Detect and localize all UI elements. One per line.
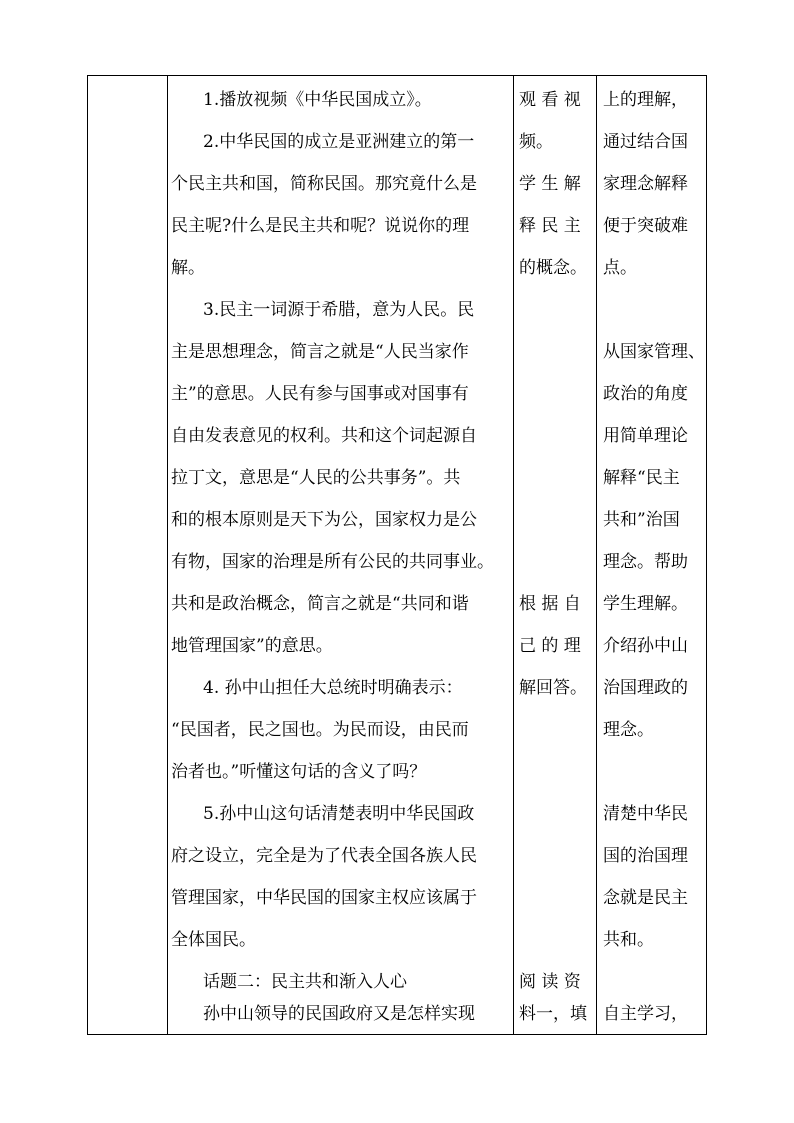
activity-line-23: 孙中山领导的民国政府又是怎样实现 [203, 1004, 475, 1024]
activity-line-3: 个民主共和国，简称民国。那究竟什么是 [171, 174, 477, 194]
intent-line-7: 政治的角度 [603, 384, 688, 404]
lesson-plan-table [87, 75, 707, 1035]
activity-line-6: 3.民主一词源于希腊，意为人民。民 [203, 300, 475, 320]
intent-line-9: 解释“民主 [603, 468, 680, 488]
intent-line-2: 通过结合国 [603, 132, 688, 152]
student-line-10: 料一，填 [519, 1004, 587, 1024]
activity-line-8: 主”的意思。人民有参与国事或对国事有 [171, 384, 469, 404]
intent-line-14: 治国理政的 [603, 678, 688, 698]
intent-line-6: 从国家管理、 [603, 342, 705, 362]
activity-line-18: 5.孙中山这句话清楚表明中华民国政 [203, 804, 475, 824]
student-line-4: 释 民 主 [519, 216, 581, 236]
activity-line-10: 拉丁文，意思是“人民的公共事务”。共 [171, 468, 461, 488]
intent-line-1: 上的理解， [603, 90, 688, 110]
activity-line-19: 府之设立，完全是为了代表全国各族人民 [171, 846, 477, 866]
activity-line-20: 管理国家，中华民国的国家主权应该属于 [171, 888, 477, 908]
student-line-7: 己 的 理 [519, 636, 581, 656]
design-intent-column [597, 76, 708, 1034]
student-activity-column [514, 76, 596, 1034]
student-line-9: 阅 读 资 [519, 972, 581, 992]
intent-line-15: 理念。 [603, 720, 654, 740]
intent-line-10: 共和”治国 [603, 510, 680, 530]
student-line-6: 根 据 自 [519, 594, 581, 614]
student-line-1: 观 看 视 [519, 90, 581, 110]
activity-line-21: 全体国民。 [171, 930, 256, 950]
student-line-2: 频。 [519, 132, 553, 152]
student-line-8: 解回答。 [519, 678, 587, 698]
intent-line-18: 念就是民主 [603, 888, 688, 908]
intent-line-4: 便于突破难 [603, 216, 688, 236]
student-line-3: 学 生 解 [519, 174, 581, 194]
activity-line-2: 2.中华民国的成立是亚洲建立的第一 [203, 132, 475, 152]
intent-line-13: 介绍孙中山 [603, 636, 688, 656]
intent-line-3: 家理念解释 [603, 174, 688, 194]
activity-line-4: 民主呢?什么是民主共和呢？说说你的理 [171, 216, 470, 236]
intent-line-8: 用简单理论 [603, 426, 688, 446]
activity-line-17: 治者也。”听懂这句话的含义了吗？ [171, 762, 427, 782]
teacher-activity-column [168, 76, 513, 1034]
activity-line-9: 自由发表意见的权利。共和这个词起源自 [171, 426, 477, 446]
activity-line-12: 有物，国家的治理是所有公民的共同事业。 [171, 552, 494, 572]
intent-line-20: 自主学习， [603, 1004, 688, 1024]
intent-line-11: 理念。帮助 [603, 552, 688, 572]
activity-line-13: 共和是政治概念，简言之就是“共同和谐 [171, 594, 469, 614]
activity-line-7: 主是思想理念，简言之就是“人民当家作 [171, 342, 469, 362]
activity-line-1: 1.播放视频《中华民国成立》。 [203, 90, 432, 110]
intent-line-12: 学生理解。 [603, 594, 688, 614]
activity-line-14: 地管理国家”的意思。 [171, 636, 333, 656]
activity-line-15: 4. 孙中山担任大总统时明确表示： [203, 678, 463, 698]
activity-line-5: 解。 [171, 258, 205, 278]
activity-line-11: 和的根本原则是天下为公，国家权力是公 [171, 510, 477, 530]
activity-line-22: 话题二：民主共和渐入人心 [203, 972, 407, 992]
left-empty-column [88, 76, 167, 1034]
activity-line-16: “民国者，民之国也。为民而设，由民而 [171, 720, 469, 740]
intent-line-19: 共和。 [603, 930, 654, 950]
intent-line-17: 国的治国理 [603, 846, 688, 866]
student-line-5: 的概念。 [519, 258, 587, 278]
intent-line-16: 清楚中华民 [603, 804, 688, 824]
intent-line-5: 点。 [603, 258, 637, 278]
